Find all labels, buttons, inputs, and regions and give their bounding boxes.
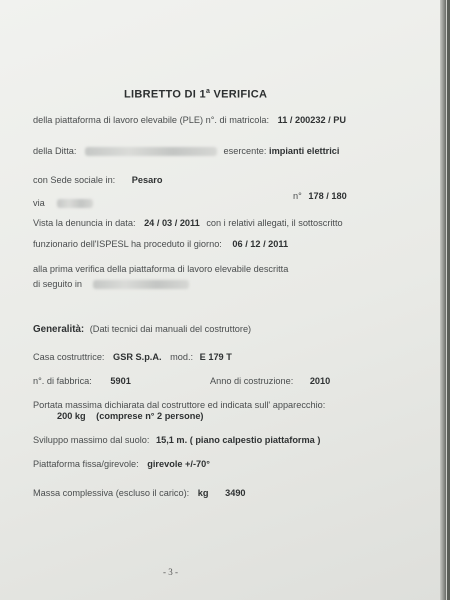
esercente-label: esercente: xyxy=(223,146,267,156)
generalita-line xyxy=(33,324,251,335)
portata-line xyxy=(33,400,325,410)
casa-line xyxy=(33,352,232,362)
denuncia-line xyxy=(33,218,343,228)
fabbrica-value: 5901 xyxy=(110,376,131,386)
casa-value: GSR S.p.A. xyxy=(113,352,162,362)
mod-value: E 179 T xyxy=(199,352,232,362)
piattaforma-line xyxy=(33,459,210,469)
sede-label: con Sede sociale in: xyxy=(33,175,116,185)
fabbrica-label: n°. di fabbrica: xyxy=(33,376,92,386)
numero-value: 178 / 180 xyxy=(308,191,347,201)
prima-verifica-text: alla prima verifica della piattaforma di lavoro elevabile descritta xyxy=(33,264,289,274)
denuncia-label: Vista la denuncia in data: xyxy=(33,218,136,228)
massa-line xyxy=(33,488,246,498)
document-title: LIBRETTO DI 1$^a$ VERIFICA xyxy=(124,88,268,101)
via-label: via xyxy=(33,198,45,208)
matricola-value: 11 / 200232 / PU xyxy=(277,115,347,125)
ple-line xyxy=(33,115,346,125)
anno-value: 2010 xyxy=(309,376,331,386)
massa-unit: kg xyxy=(197,488,209,498)
ditta-line xyxy=(33,146,339,156)
portata-note: (comprese n° 2 persone) xyxy=(96,411,204,421)
funzionario-line xyxy=(33,239,288,249)
numero-label: n° xyxy=(293,191,302,201)
sviluppo-value: 15,1 m. ( piano calpestio piattaforma ) xyxy=(156,435,321,445)
portata-value-line xyxy=(57,411,204,421)
generalita-label: Generalità: xyxy=(33,324,85,335)
mod-label: mod.: xyxy=(170,352,194,362)
massa-value: 3490 xyxy=(225,488,246,498)
generalita-note: (Dati tecnici dai manuali del costruttore) xyxy=(89,324,252,334)
funzionario-date: 06 / 12 / 2011 xyxy=(232,239,289,249)
via-line xyxy=(33,198,93,208)
sviluppo-line xyxy=(33,435,320,445)
anno-line xyxy=(210,376,330,386)
esercente-value: impianti elettrici xyxy=(269,146,340,156)
piattaforma-value: girevole +/-70° xyxy=(147,459,210,469)
piattaforma-label: Piattaforma fissa/girevole: xyxy=(33,459,139,469)
portata-label: Portata massima dichiarata dal costruttore ed indicata sull' apparecchio: xyxy=(33,400,326,410)
massa-label: Massa complessiva (escluso il carico): xyxy=(33,488,190,498)
casa-label: Casa costruttrice: xyxy=(33,352,105,362)
sviluppo-label: Sviluppo massimo dal suolo: xyxy=(33,435,150,445)
numero-line xyxy=(293,191,347,201)
funzionario-label: funzionario dell'ISPESL ha proceduto il giorno: xyxy=(33,239,222,249)
sede-line xyxy=(33,175,162,185)
denuncia-date: 24 / 03 / 2011 xyxy=(144,218,200,228)
seguito-redacted xyxy=(93,280,189,289)
page-edge-shadow xyxy=(440,0,446,600)
fabbrica-line xyxy=(33,376,131,386)
portata-value: 200 kg xyxy=(57,411,86,421)
seguito-label: di seguito in xyxy=(33,279,83,289)
page-number: - 3 - xyxy=(163,567,178,577)
sede-value: Pesaro xyxy=(131,175,163,185)
title-superscript: a xyxy=(205,88,211,95)
ple-label: della piattaforma di lavoro elevabile (PLE) n°. di matricola: xyxy=(33,115,270,125)
ditta-label: della Ditta: xyxy=(33,146,77,156)
prima-verifica-line xyxy=(33,264,288,274)
seguito-line xyxy=(33,279,189,289)
denuncia-suffix: con i relativi allegati, il sottoscritto xyxy=(206,218,343,228)
via-redacted xyxy=(57,199,93,208)
anno-label: Anno di costruzione: xyxy=(210,376,294,386)
ditta-redacted xyxy=(85,147,217,156)
